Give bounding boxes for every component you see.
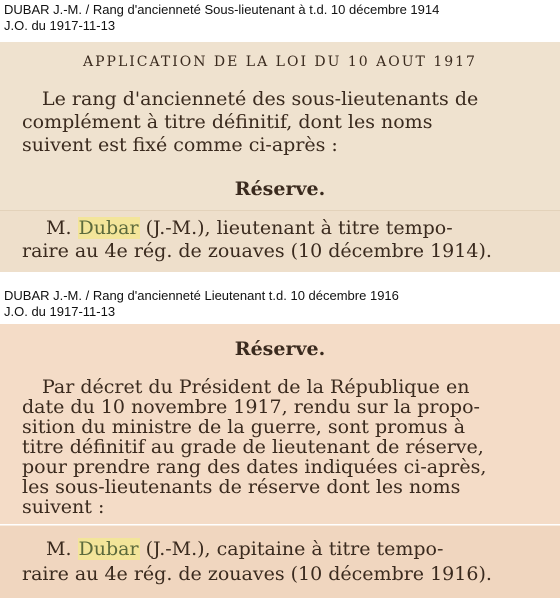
clipping-3-body-line-4: titre définitif au grade de lieutenant de réserve, xyxy=(22,436,484,458)
clipping-1-body-line-2: complément à titre définitif, dont les noms xyxy=(22,111,433,133)
clipping-3-body-line-7: suivent : xyxy=(22,496,105,518)
clipping-1-caption: DUBAR J.-M. / Rang d'ancienneté Sous-lieutenant à t.d. 10 décembre 1914 xyxy=(4,2,440,17)
clipping-3-body-line-1: Par décret du Président de la République en xyxy=(42,376,470,398)
clipping-1-reserve-heading: Réserve. xyxy=(234,178,326,200)
clipping-3-body-line-5: pour prendre rang des dates indiquées ci-après, xyxy=(22,456,487,478)
clipping-3-reserve-heading: Réserve. xyxy=(234,338,326,360)
newspaper-clipping-1 xyxy=(0,42,560,210)
clipping-3-body-line-6: les sous-lieutenants de réserve dont les noms xyxy=(22,476,461,498)
clipping-4-entry-line-2: raire au 4e rég. de zouaves (10 décembre 1916). xyxy=(22,563,492,585)
clipping-1-body-line-1: Le rang d'ancienneté des sous-lieutenants de xyxy=(42,88,479,110)
clipping-1-body-line-3: suivent est fixé comme ci-après : xyxy=(22,134,338,156)
clipping-3-source: J.O. du 1917-11-13 xyxy=(4,304,116,319)
clipping-1-source: J.O. du 1917-11-13 xyxy=(4,18,116,33)
newspaper-clipping-4 xyxy=(0,525,560,598)
entry-details: (J.-M.), capitaine à titre tempo- xyxy=(145,538,444,560)
entry-prefix: M. xyxy=(46,217,72,239)
clipping-3-body-line-3: sition du ministre de la guerre, sont promus à xyxy=(22,416,466,438)
clipping-3-caption: DUBAR J.-M. / Rang d'ancienneté Lieutenant t.d. 10 décembre 1916 xyxy=(4,288,399,303)
newspaper-clipping-2 xyxy=(0,210,560,272)
newspaper-clipping-3 xyxy=(0,324,560,524)
clipping-2-entry-line-1 xyxy=(46,217,560,239)
clipping-3-body-line-2: date du 10 novembre 1917, rendu sur la propo- xyxy=(22,396,480,418)
clipping-2-entry-line-2: raire au 4e rég. de zouaves (10 décembre 1914). xyxy=(22,240,492,262)
clipping-4-entry-line-1 xyxy=(46,538,560,560)
entry-prefix: M. xyxy=(46,538,72,560)
highlighted-name: Dubar xyxy=(78,217,139,239)
clipping-1-heading: APPLICATION DE LA LOI DU 10 AOUT 1917 xyxy=(83,54,477,70)
entry-details: (J.-M.), lieutenant à titre tempo- xyxy=(145,217,453,239)
highlighted-name: Dubar xyxy=(78,538,139,560)
